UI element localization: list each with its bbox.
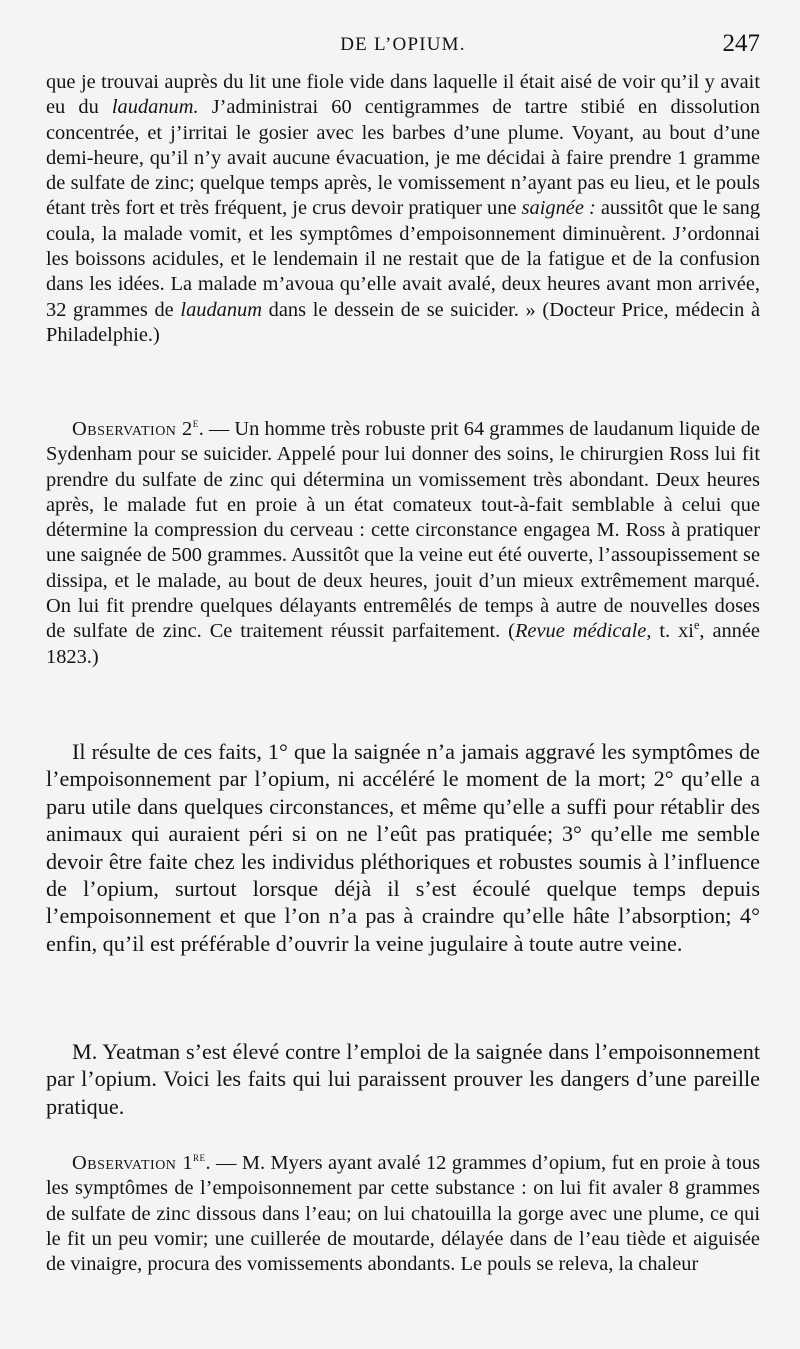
running-title: DE L’OPIUM. [340,34,466,55]
p2-citation-italic: Revue médicale, [514,620,652,643]
p3-text: Il résulte de ces faits, 1° que la saignée n’a jamais aggravé les symptômes de l’empoisonnement par l’opium, ni accéléré le moment de la mort; 2° qu’elle a paru utile dans quelques circonstances, et même qu’elle a suffi pour rétablir des animaux qui auraient péri si on ne l’eût pas pratiquée; 3° qu’elle me semble devoir être faite chez les individus pléthoriques et robustes soumis à l’influence de l’opium, surtout lorsque déjà il s’est écoulé quelque temps depuis l’empoisonnement et que l’on n’a pas à craindre qu’elle hâte l’absorption; 4° enfin, qu’il est préférable d’ouvrir la veine jugulaire à toute autre veine. [46,739,760,956]
p2-text-c: t. xi [651,620,694,643]
p1-italic-laudanum: laudanum. [111,96,199,119]
page-number: 247 [722,30,760,57]
p2-volume-sup: e [693,618,700,633]
p1-italic-laudanum-2: laudanum [180,298,262,321]
p4-text: M. Yeatman s’est élevé contre l’emploi de la saignée dans l’empoisonnement par l’opium. Voici les faits qui lui paraissent prouver les dangers d’une pareille pratique. [46,1039,760,1119]
p5-text-a: . — M. Myers ayant avalé 12 grammes d’opium, fut en proie à tous les symptômes de l’empoisonnement par cette substance : on lui fit avaler 8 grammes de sulfate de zinc dissous dans l’eau; on lui chatouilla la gorge avec une plume, ce qui le fit un peu vomir; une cuillerée de moutarde, délayée dans de l’eau tiède et aiguisée de vinaigre, procura des vomissements abondants. Le pouls se releva, la chaleur [46,1152,760,1276]
paragraph-observation-2 [46,417,760,670]
p2-text-a: . — Un homme très robuste prit 64 grammes de laudanum liquide de Sydenham pour se suicider. Appelé pour lui donner des soins, le chirurgien Ross lui fit prendre du sulfate de zinc qui détermina un vomissement très abondant. Deux heures après, le malade fut en proie à un état comateux tout-à-fait semblable à celui que détermine la compression du cerveau : cette circonstance engagea M. Ross à pratiquer une saignée de 500 grammes. Aussitôt que la veine eut été ouverte, l’assoupissement se dissipa, et le malade, au bout de deux heures, jouit d’un mieux extrêmement marqué. On lui fit prendre quelques délayants entremêlés de temps à autre de nouvelles doses de sulfate de zinc. Ce traitement réussit parfaitement. ( [46,418,760,643]
p2-text-d: , année 1823.) [46,620,760,668]
p1-text-a: que je trouvai auprès du lit une fiole vide dans laquelle il était aisé de voir qu’il y avait eu du [46,71,760,119]
paragraph-conclusions [46,738,760,957]
p1-italic-saignee: saignée : [521,197,596,220]
p1-text-g: dans le dessein de se suicider. » (Docteur Price, médecin à Philadelphie.) [46,298,761,346]
paragraph-observation-1 [46,1151,760,1277]
p1-text-c: J’administrai 60 centigrammes de tartre stibié en dissolution concentrée, et j’irritai le gosier avec les barbes d’une plume. Voyant, au bout d’une demi-heure, qu’il n’y avait aucune évacuation, je me décidai à faire prendre 1 gramme de sulfate de zinc; quelque temps après, le vomissement n’ayant pas eu lieu, et le pouls étant très fort et très fréquent, je crus devoir pratiquer une [46,96,760,220]
observation-1-label: Observation 1re [72,1150,206,1174]
page-header [46,30,760,64]
observation-2-label: Observation 2e [72,416,199,440]
p1-text-e: aussitôt que le sang coula, la malade vomit, et les symptômes d’empoisonnement diminuèrent. J’ordonnai les boissons acidules, et le lendemain il ne restait que de la fatigue et de la confusion dans les idées. La malade m’avoua qu’elle avait avalé, deux heures avant mon arrivée, 32 grammes de [46,197,761,321]
paragraph-price-case [46,70,760,348]
paragraph-yeatman [46,1038,760,1120]
